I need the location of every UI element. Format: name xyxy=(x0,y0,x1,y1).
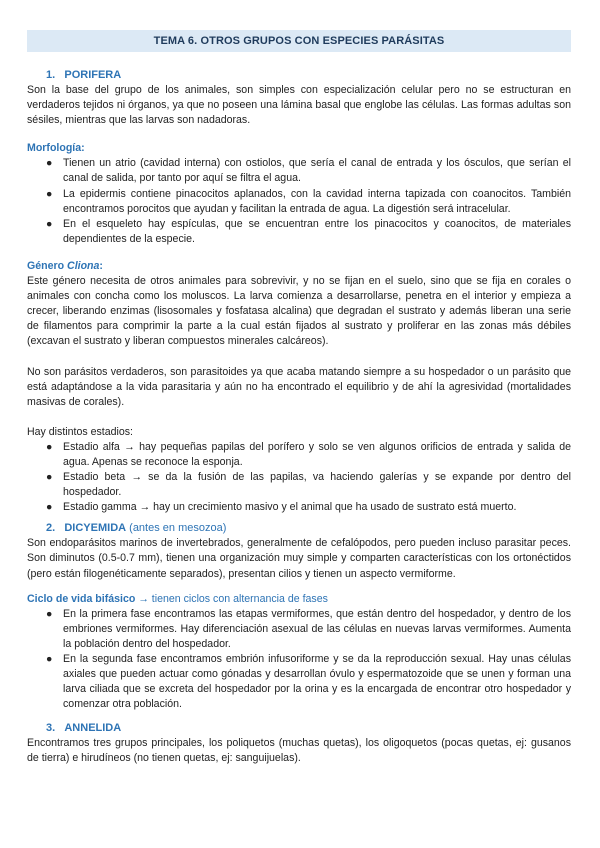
morphology-heading: Morfología: xyxy=(27,142,85,155)
list-item: ● Estadio gamma → hay un crecimiento masivo y el animal que ha usado de sustrato está muerto. xyxy=(46,501,517,514)
list-item: ● Estadio beta → se da la fusión de las papilas, va haciendo galerías y se expande por dentro del hospedador. xyxy=(46,471,571,499)
section-heading-porifera: 1. PORIFERA xyxy=(46,69,122,81)
list-item: ● En la primera fase encontramos las etapas vermiformes, que están dentro del hospedador, y dentro de los embriones vermiformes. Hay diferenciación asexual de las células en nuevas larvas vermiformes. Aumenta la población dentro del hospedador. xyxy=(46,607,571,650)
list-item: ● Tienen un atrio (cavidad interna) con ostiolos, que sería el canal de entrada y los ósculos, que serían el canal de salida, por tanto por aquí se filtra el agua. xyxy=(46,157,571,185)
cliona-paragraph-2: No son parásitos verdaderos, son parasitoides ya que acaba matando siempre a su hospedador o un parásito que está adaptándose a la vida parasitaria y aún no ha encontrado el equilibrio y de ahí la agresividad (mortalidades masivas de corales). xyxy=(27,365,571,408)
cycle-heading: Ciclo de vida bifásico → tienen ciclos con alternancia de fases xyxy=(27,592,328,605)
list-item: ● La epidermis contiene pinacocitos aplanados, con la cavidad interna tapizada con coanocitos. También encontramos porocitos que ayudan y facilitan la entrada de agua. La digestión será intracelular. xyxy=(46,187,571,215)
cliona-heading: Género Cliona: xyxy=(27,259,103,272)
section-heading-dicyemida: 2. DICYEMIDA (antes en mesozoa) xyxy=(46,522,227,535)
document-body xyxy=(27,60,571,767)
stages-intro: Hay distintos estadios: xyxy=(27,425,133,438)
porifera-intro: Son la base del grupo de los animales, son simples con especialización celular pero no se estructuran en verdaderos tejidos ni órganos, ya que no poseen una lámina basal que englobe las células. Las formas adultas son sésiles, mientras que las larvas son nadadoras. xyxy=(27,84,571,127)
list-item: ● En la segunda fase encontramos embrión infusoriforme y se da la reproducción sexual. Hay unas células axiales que pueden actuar como gónadas y desarrollan óvulo y espermatozoide que se unen y forman una larva ciliada que se excreta del hospedador por la orina y es la encargada de encontrar otro hospedador y comenzar otra población. xyxy=(46,653,571,711)
stages-list xyxy=(27,440,571,515)
dicyemida-intro: Son endoparásitos marinos de invertebrados, generalmente de cefalópodos, pero pueden incluso parasitar peces. Son diminutos (0.5-0.7 mm), tienen una organización muy simple y comparten características con los ortonéctidos (pero están filogenéticamente separados), presentan cilios y tienen un aspecto vermiforme. xyxy=(27,537,571,580)
list-item: ● En el esqueleto hay espículas, que se encuentran entre los pinacocitos y coanocitos, de materiales dependientes de la especie. xyxy=(46,217,571,245)
cycle-list xyxy=(27,607,571,713)
section-heading-annelida: 3. ANNELIDA xyxy=(46,722,122,735)
document-title: TEMA 6. OTROS GRUPOS CON ESPECIES PARÁSITAS xyxy=(27,30,571,52)
list-item: ● Estadio alfa → hay pequeñas papilas del porífero y solo se ven algunos orificios de entrada y salida de agua. Apenas se reconoce la esponja. xyxy=(46,440,571,468)
morphology-list xyxy=(27,156,571,247)
cliona-paragraph-1: Este género necesita de otros animales para sobrevivir, y no se fijan en el suelo, sino que se fija en corales o animales con concha como los moluscos. La larva comienza a desarrollarse, penetra en el interior y empieza a crecer, liberando enzimas (lisosomales y fosfatasa alcalina) que degradan el sustrato y además liberan una serie de filamentos para comprimir la parte a la cual están fijados al sustrato y proliferar en las zonas más débiles (excavan el sustrato y liberan compuestos minerales calcáreos). xyxy=(27,275,571,348)
annelida-intro: Encontramos tres grupos principales, los poliquetos (muchas quetas), los oligoquetos (pocas quetas, ej: gusanos de tierra) e hirudíneos (no tienen quetas, ej: sanguijuelas). xyxy=(27,737,571,765)
